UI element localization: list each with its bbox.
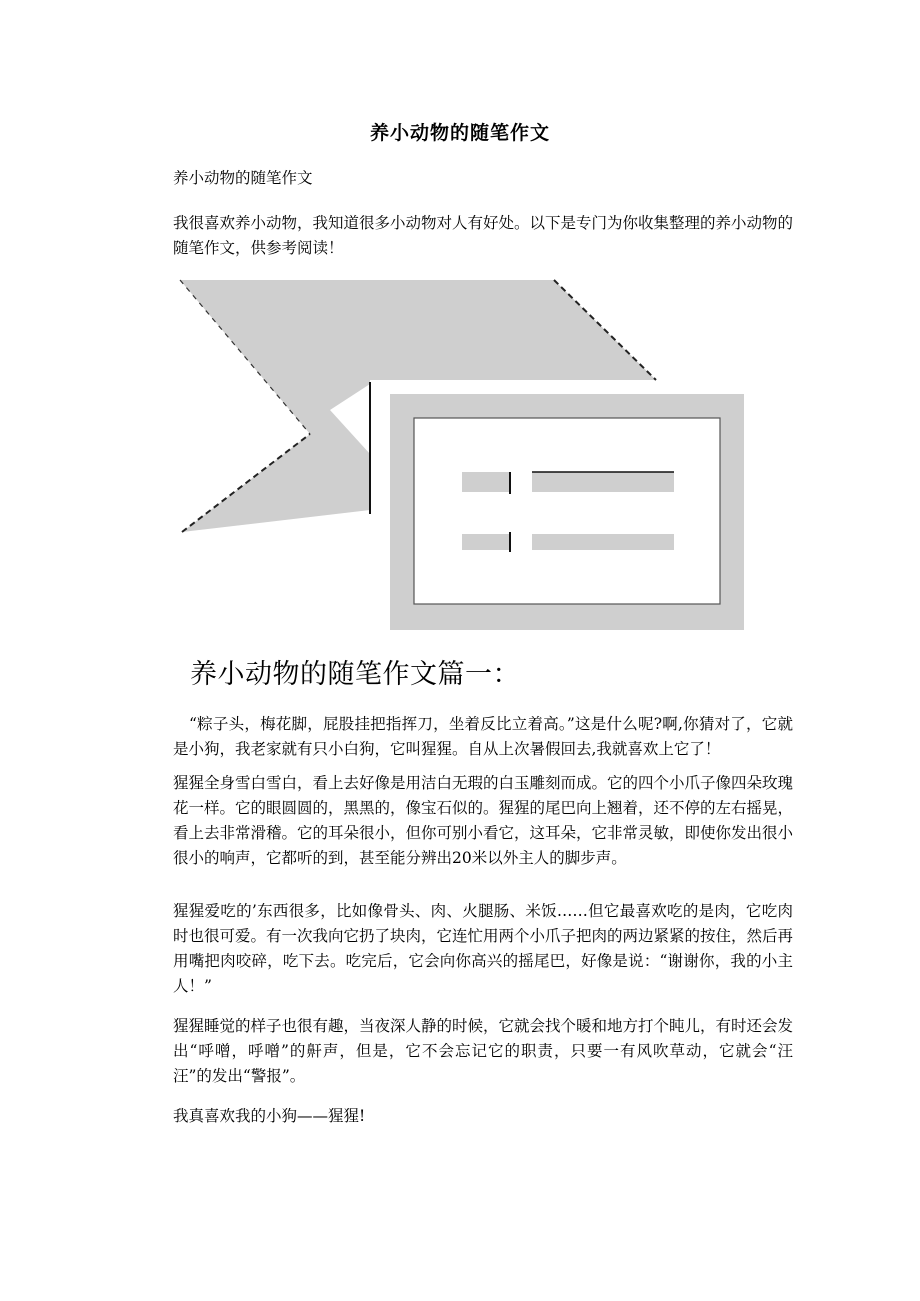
paragraph-4: 猩猩睡觉的样子也很有趣，当夜深人静的时候，它就会找个暖和地方打个盹儿，有时还会发出“呼噌，呼噌”的鼾声，但是，它不会忘记它的职责，只要一有风吹草动，它就会“汪汪”的发出“警报”。 — [173, 1017, 794, 1085]
paragraph-1: “粽子头，梅花脚，屁股挂把指挥刀，坐着反比立着高。”这是什么呢?啊,你猜对了，它就是小狗，我老家就有只小白狗，它叫猩猩。自从上次暑假回去,我就喜欢上它了！ — [173, 715, 793, 758]
row1-short-bar — [462, 472, 510, 492]
card-inner-panel — [414, 418, 720, 604]
row2-short-bar — [462, 534, 510, 550]
placeholder-document-illustration — [170, 274, 750, 634]
document-title: 养小动物的随笔作文 — [369, 122, 550, 144]
section-heading: 养小动物的随笔作文篇一： — [190, 659, 520, 690]
row1-long-bar — [532, 472, 674, 492]
row2-long-bar — [532, 534, 674, 550]
paragraph-2: 猩猩全身雪白雪白，看上去好像是用洁白无瑕的白玉雕刻而成。它的四个小爪子像四朵玫瑰花一样。它的眼圆圆的，黑黑的，像宝石似的。猩猩的尾巴向上翘着，还不停的左右摇晃，看上去非常滑稽。它的耳朵很小，但你可别小看它，这耳朵，它非常灵敏，即使你发出很小很小的响声，它都听的到，甚至能分辨出20米以外主人的脚步声。 — [173, 774, 794, 867]
intro-paragraph — [173, 211, 793, 261]
document-subtitle: 养小动物的随笔作文 — [173, 169, 313, 187]
intro-text: 我很喜欢养小动物，我知道很多小动物对人有好处。以下是专门为你收集整理的养小动物的随笔作文，供参考阅读！ — [173, 214, 794, 257]
paragraph-5: 我真喜欢我的小狗——猩猩! — [173, 1107, 366, 1125]
paragraph-3: 猩猩爱吃的’东西很多，比如像骨头、肉、火腿肠、米饭……但它最喜欢吃的是肉，它吃肉时也很可爱。有一次我向它扔了块肉，它连忙用两个小爪子把肉的两边紧紧的按住，然后再用嘴把肉咬碎，吃下去。吃完后，它会向你高兴的摇尾巴，好像是说：“谢谢你，我的小主人！” — [173, 902, 794, 995]
